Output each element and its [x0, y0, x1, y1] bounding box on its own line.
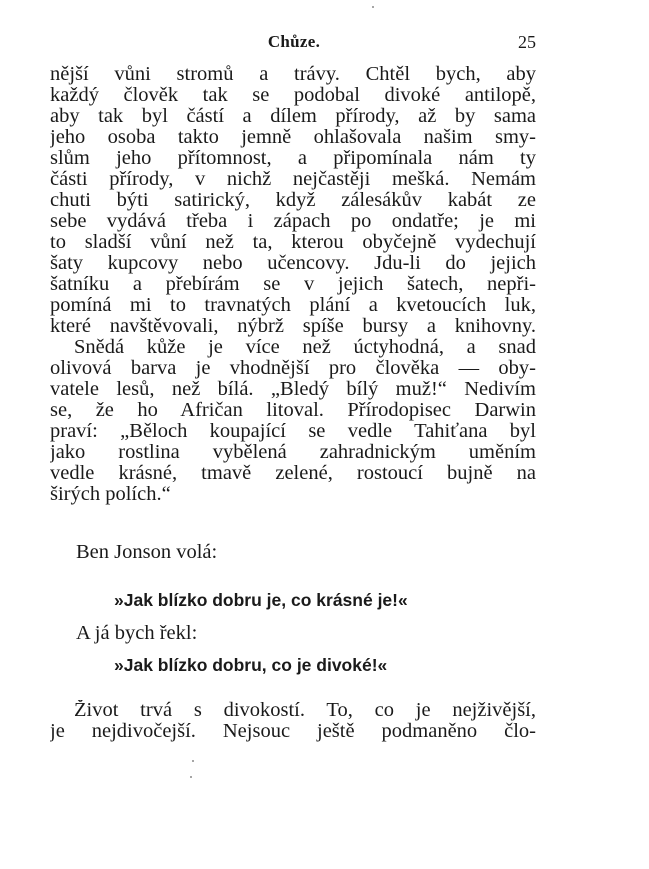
closing-paragraph	[50, 700, 536, 742]
text-line: části přírody, v nichž nejčastěji mešká. Nemám	[50, 169, 536, 190]
text-line: nější vůni stromů a trávy. Chtěl bych, aby	[50, 64, 536, 85]
speaker-line: A já bych řekl:	[76, 622, 198, 644]
text-line: jeho osoba takto jemně ohlašovala našim smy-	[50, 127, 536, 148]
text-line: se, že ho Afričan litoval. Přírodopisec Darwin	[50, 400, 536, 421]
quotation: »Jak blízko dobru, co je divoké!«	[114, 655, 388, 675]
text-line: vatele lesů, než bílá. „Bledý bílý muž!“ Nedivím	[50, 379, 536, 400]
chapter-title: Chůze.	[267, 32, 321, 51]
text-line: které navštěvovali, nýbrž spíše bursy a knihovny.	[50, 316, 536, 337]
body-text	[50, 64, 536, 505]
page-number: 25	[518, 32, 536, 52]
text-line: slům jeho přítomnost, a připomínala nám ty	[50, 148, 536, 169]
text-line: jako rostlina vybělená zahradnickým uměním	[50, 442, 536, 463]
text-line: aby tak byl částí a dílem přírody, až by sama	[50, 106, 536, 127]
text-line: to sladší vůní než ta, kterou obyčejně vydechují	[50, 232, 536, 253]
text-line: praví: „Běloch koupající se vedle Tahiťana byl	[50, 421, 536, 442]
text-line: je nejdivočejší. Nejsouc ještě podmaněno člo-	[50, 721, 536, 742]
paragraph-start-line: Snědá kůže je více než úctyhodná, a snad	[74, 337, 536, 358]
paragraph-end-line: širých polích.“	[50, 484, 171, 505]
text-line: sebe vydává třeba i zápach po ondatře; je mi	[50, 211, 536, 232]
quotation: »Jak blízko dobru je, co krásné je!«	[114, 590, 408, 610]
print-speck	[190, 776, 192, 778]
text-line: každý člověk tak se podobal divoké antilopě,	[50, 85, 536, 106]
text-line: chuti býti satirický, když zálesákův kabát ze	[50, 190, 536, 211]
text-line: pomíná mi to travnatých plání a kvetoucích luk,	[50, 295, 536, 316]
text-line: šatníku a přebírám se v jejich šatech, nepři-	[50, 274, 536, 295]
speaker-line: Ben Jonson volá:	[76, 541, 218, 563]
text-line: šaty kupcovy nebo učencovy. Jdu-li do jejich	[50, 253, 536, 274]
paragraph-start-line: Život trvá s divokostí. To, co je nejživější,	[74, 700, 536, 721]
running-head	[52, 32, 536, 58]
print-speck	[192, 760, 194, 762]
text-line: olivová barva je vhodnější pro člověka — oby-	[50, 358, 536, 379]
print-speck	[372, 6, 374, 8]
text-line: vedle krásné, tmavě zelené, rostoucí bujně na	[50, 463, 536, 484]
